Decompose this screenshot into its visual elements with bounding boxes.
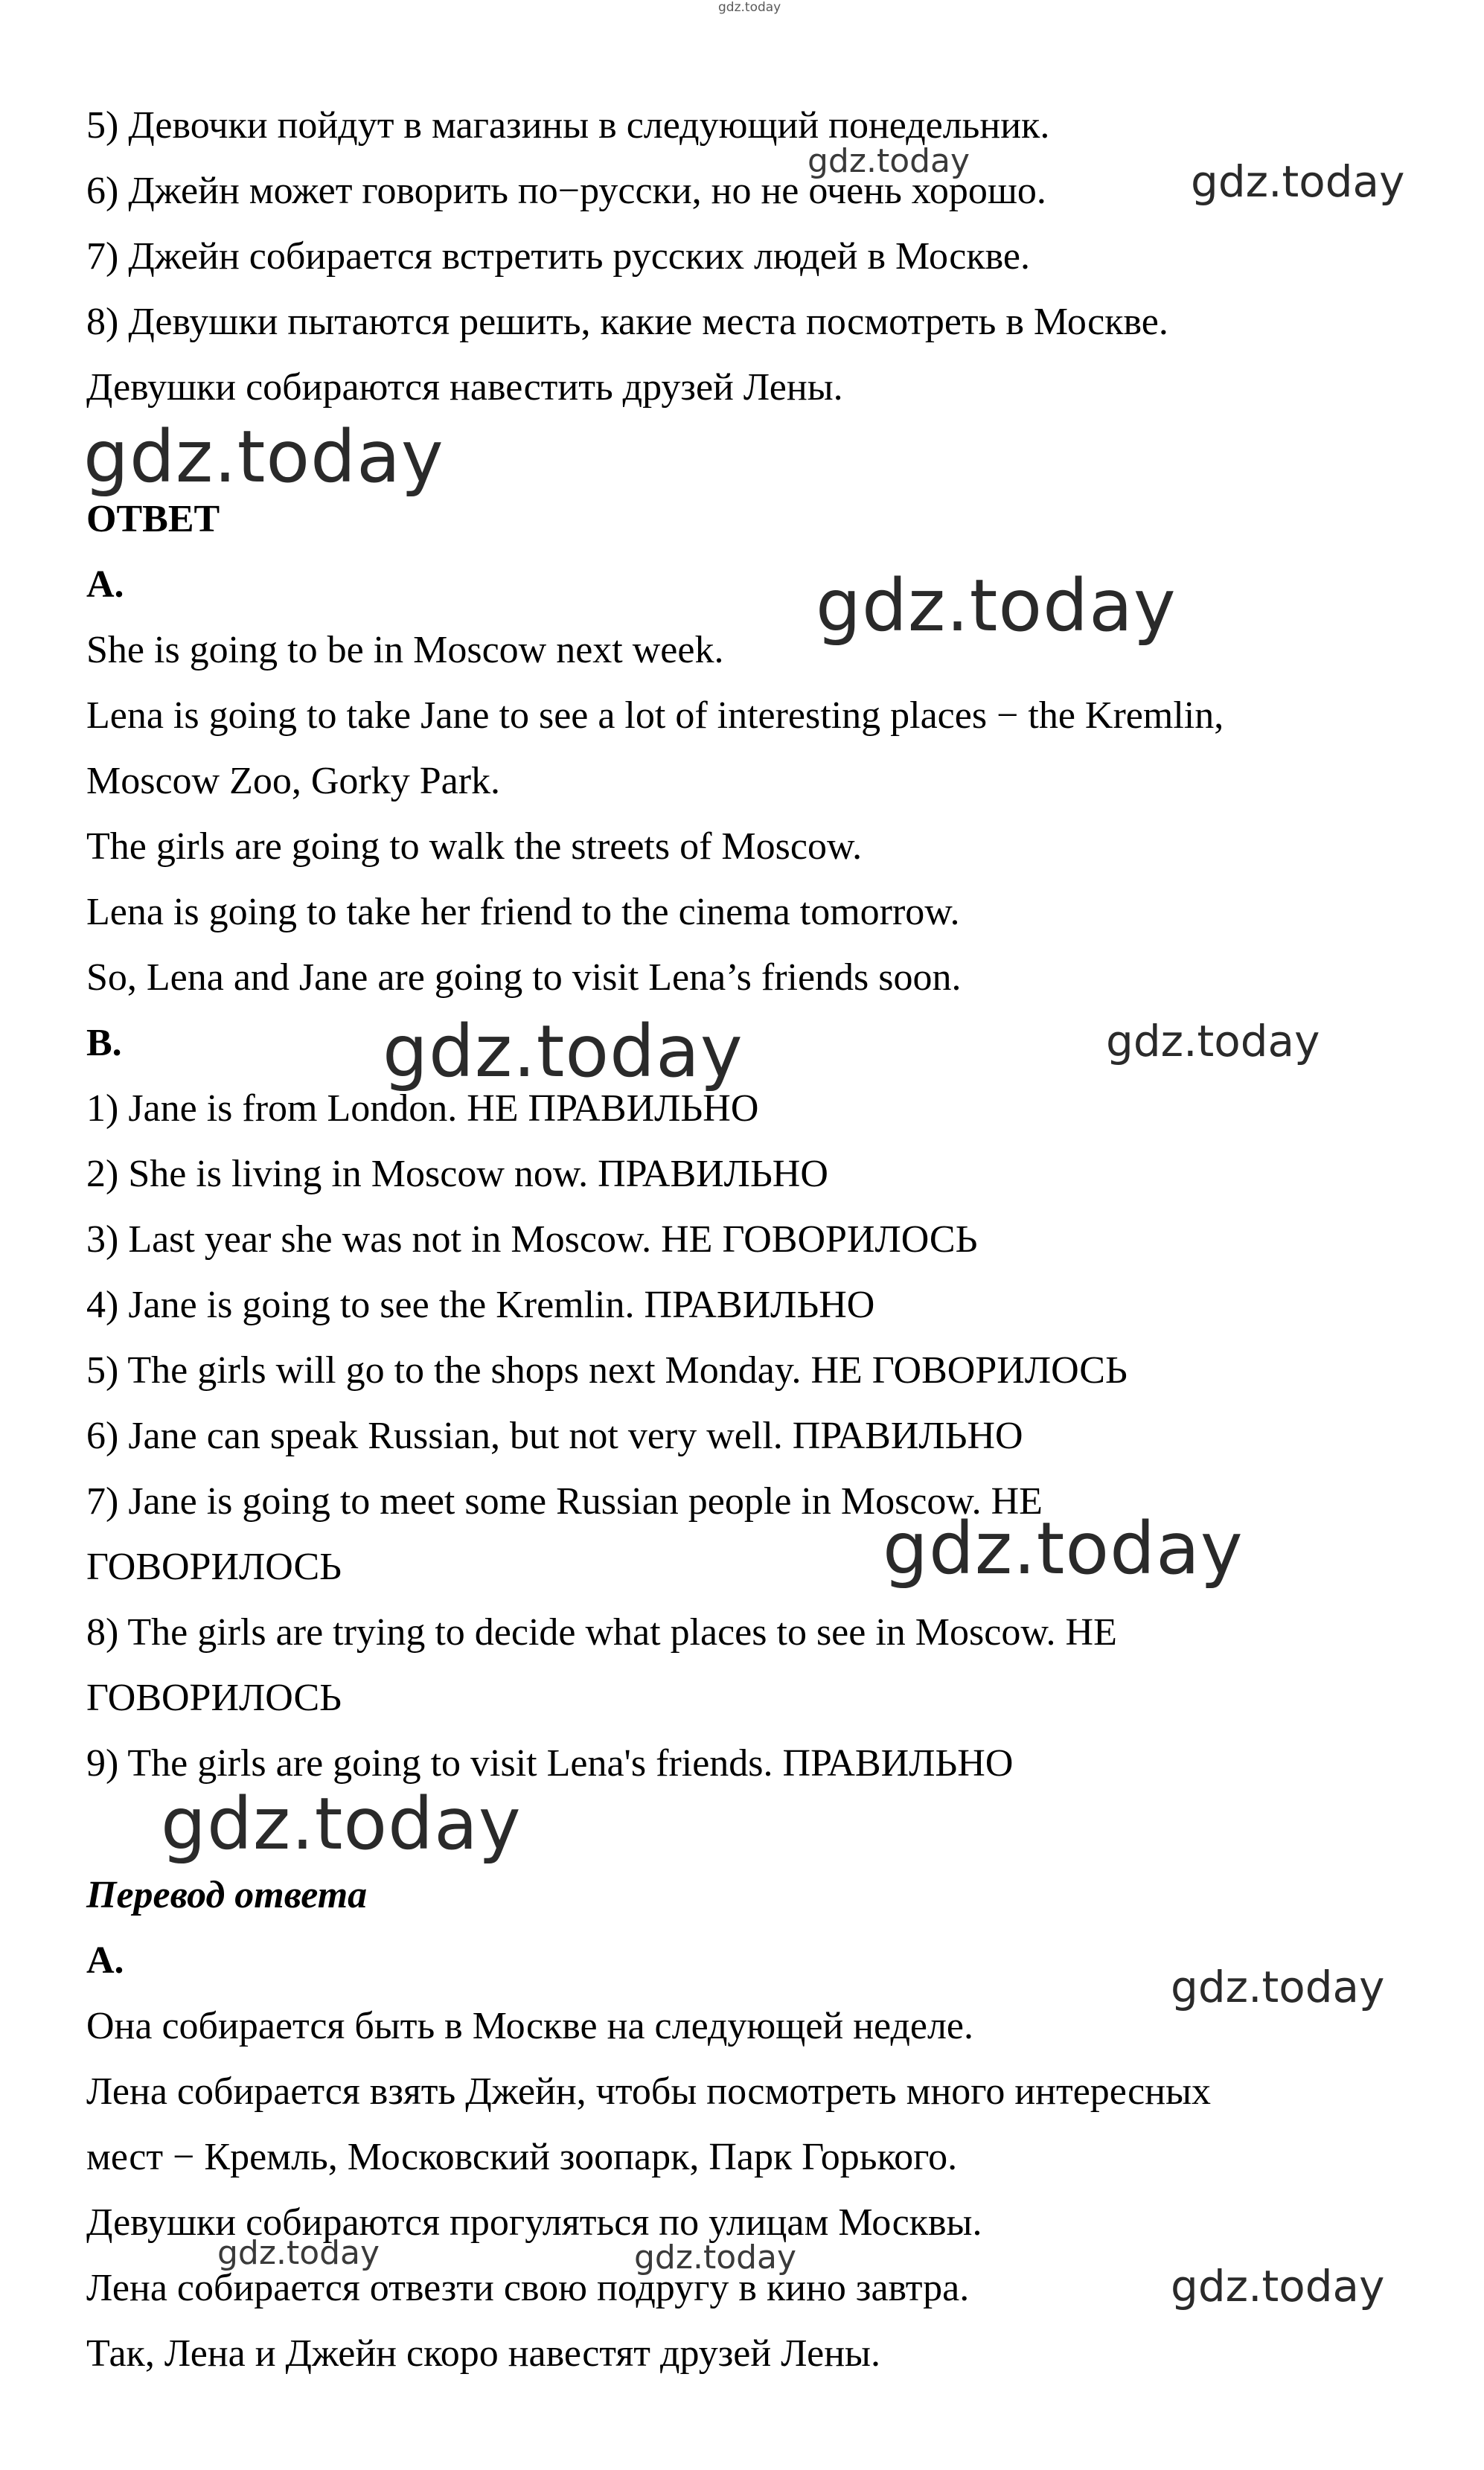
watermark: gdz.today (816, 564, 1177, 647)
watermark: gdz.today (807, 142, 970, 180)
answer-a-line: The girls are going to walk the streets of Moscow. (86, 825, 863, 868)
answer-a-line: Lena is going to take Jane to see a lot of interesting places − the Kremlin, (86, 694, 1224, 737)
translation-a-line: Так, Лена и Джейн скоро навестят друзей Лены. (86, 2332, 880, 2375)
answer-b-line: 1) Jane is from London. НЕ ПРАВИЛЬНО (86, 1087, 759, 1130)
answer-b-line: ГОВОРИЛОСЬ (86, 1677, 342, 1719)
watermark: gdz.today (217, 2234, 380, 2272)
answer-b-line: 2) She is living in Moscow now. ПРАВИЛЬНО (86, 1153, 828, 1195)
answer-a-line: Lena is going to take her friend to the cinema tomorrow. (86, 891, 960, 933)
answer-b-line: 9) The girls are going to visit Lena's friends. ПРАВИЛЬНО (86, 1742, 1014, 1785)
answer-b-line: 5) The girls will go to the shops next Monday. НЕ ГОВОРИЛОСЬ (86, 1349, 1128, 1392)
answer-b-line: 3) Last year she was not in Moscow. НЕ ГОВОРИЛОСЬ (86, 1218, 978, 1261)
answer-b-line: 7) Jane is going to meet some Russian people in Moscow. НЕ (86, 1480, 1043, 1523)
watermark: gdz.today (83, 415, 444, 499)
translation-heading: Перевод ответа (86, 1874, 368, 1916)
answer-b-line: 4) Jane is going to see the Kremlin. ПРАВИЛЬНО (86, 1284, 875, 1326)
watermark: gdz.today (1171, 1962, 1385, 2012)
translation-a-line: Девушки собираются прогуляться по улицам Москвы. (86, 2201, 982, 2244)
translation-part-a-label: A. (86, 1939, 124, 1982)
question-line-6: 6) Джейн может говорить по−русски, но не очень хорошо. (86, 170, 1046, 212)
translation-a-line: Лена собирается взять Джейн, чтобы посмотреть много интересных (86, 2070, 1212, 2113)
watermark: gdz.today (1106, 1016, 1320, 1066)
answer-b-line: ГОВОРИЛОСЬ (86, 1546, 342, 1588)
watermark: gdz.today (1171, 2261, 1385, 2311)
answer-a-line: Moscow Zoo, Gorky Park. (86, 760, 501, 802)
answer-heading: ОТВЕТ (86, 498, 220, 540)
answer-part-a-label: A. (86, 563, 124, 606)
watermark: gdz.today (161, 1782, 522, 1866)
question-line-8: 8) Девушки пытаются решить, какие места посмотреть в Москве. (86, 301, 1168, 343)
watermark: gdz.today (634, 2239, 797, 2277)
answer-b-line: 8) The girls are trying to decide what places to see in Moscow. НЕ (86, 1611, 1117, 1654)
translation-a-line: Она собирается быть в Москве на следующей неделе. (86, 2005, 974, 2047)
watermark: gdz.today (383, 1010, 743, 1093)
translation-a-line: мест − Кремль, Московский зоопарк, Парк Горького. (86, 2136, 958, 2178)
watermark: gdz.today (1191, 156, 1405, 207)
answer-a-line: So, Lena and Jane are going to visit Lena’s friends soon. (86, 956, 962, 999)
answer-part-b-label: B. (86, 1022, 122, 1064)
question-line-7: 7) Джейн собирается встретить русских людей в Москве. (86, 235, 1030, 278)
watermark: gdz.today (883, 1507, 1244, 1590)
question-line-5: 5) Девочки пойдут в магазины в следующий понедельник. (86, 104, 1050, 147)
watermark-top: gdz.today (718, 0, 781, 15)
translation-a-line: Лена собирается отвезти свою подругу в кино завтра. (86, 2267, 970, 2309)
answer-a-line: She is going to be in Moscow next week. (86, 629, 724, 671)
answer-b-line: 6) Jane can speak Russian, but not very well. ПРАВИЛЬНО (86, 1415, 1023, 1457)
question-line-9: Девушки собираются навестить друзей Лены. (86, 366, 843, 409)
